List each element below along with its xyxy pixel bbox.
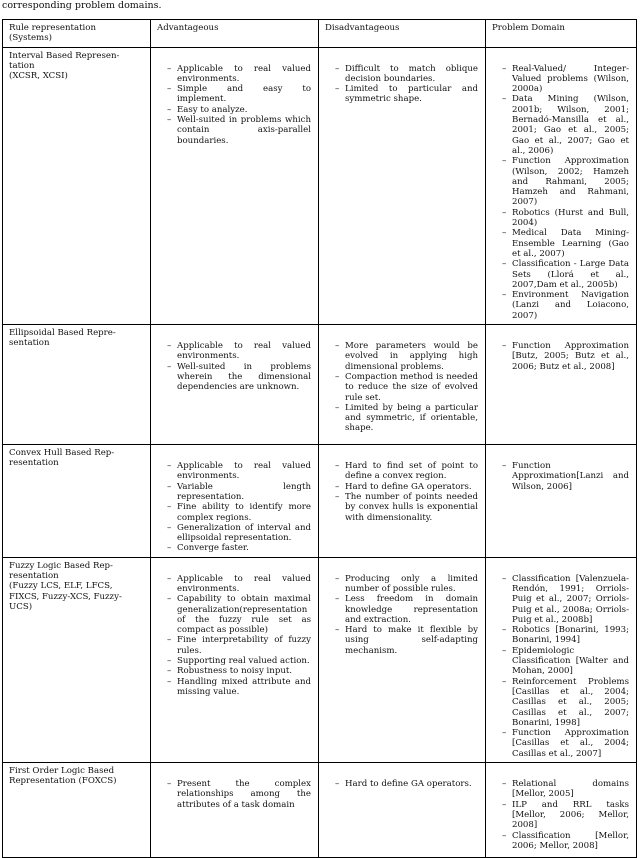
disadvantage-list bbox=[325, 561, 478, 656]
advantage-item: – Present the complex relationships among the attributes of a task domain bbox=[167, 779, 311, 810]
disadvantage-list bbox=[325, 51, 478, 105]
advantage-item: – Applicable to real valued environments. bbox=[167, 341, 311, 362]
problem-domain-list bbox=[492, 328, 629, 372]
advantage-item: – Supporting real valued action. bbox=[167, 656, 311, 666]
problem-domain-item: – Classification [Valenzuela-Rendón, 1991; Orriols-Puig et al., 2007; Orriols-Puig et al., 2008a; Orriols-Puig et al., 2008b] bbox=[502, 574, 629, 625]
disadvantage-item: – More parameters would be evolved in applying high dimensional problems. bbox=[335, 341, 478, 372]
disadvantage-item: – Hard to define GA operators. bbox=[335, 779, 478, 789]
advantage-list bbox=[157, 561, 311, 698]
disadvantage-list bbox=[325, 766, 478, 789]
problem-domain-item: – Data Mining (Wilson, 2001b; Wilson, 2001; Bernadó-Mansilla et al., 2001; Gao et al., 2005; Gao et al., 2007; Gao et al., 2006) bbox=[502, 94, 629, 156]
advantage-item: – Applicable to real valued environments. bbox=[167, 64, 311, 85]
advantage-item: – Converge faster. bbox=[167, 543, 311, 553]
problem-domain-item: – Medical Data Mining-Ensemble Learning (Gao et al., 2007) bbox=[502, 228, 629, 259]
disadvantage-cell bbox=[319, 445, 486, 558]
advantage-list bbox=[157, 328, 311, 392]
disadvantage-cell bbox=[319, 557, 486, 762]
disadvantage-item: – The number of points needed by convex hulls is exponential with dimensionality. bbox=[335, 492, 478, 523]
disadvantage-item: – Limited by being a particular and symmetric, if orientable, shape. bbox=[335, 403, 478, 434]
problem-domain-cell bbox=[486, 47, 637, 324]
header-disadvantageous: Disadvantageous bbox=[319, 20, 486, 48]
rule-representation-table bbox=[2, 19, 637, 858]
advantage-item: – Well-suited in problems which contain axis-parallel boundaries. bbox=[167, 115, 311, 146]
advantage-item: – Easy to analyze. bbox=[167, 105, 311, 115]
disadvantage-item: – Hard to define GA operators. bbox=[335, 482, 478, 492]
problem-domain-item: – Real-Valued/ Integer-Valued problems (Wilson, 2000a) bbox=[502, 64, 629, 95]
problem-domain-list bbox=[492, 448, 629, 492]
table-caption: corresponding problem domains. bbox=[2, 0, 162, 11]
problem-domain-item: – ILP and RRL tasks [Mellor, 2006; Mellor, 2008] bbox=[502, 800, 629, 831]
system-cell: Fuzzy Logic Based Rep- resentation (Fuzzy LCS, ELF, LFCS, FIXCS, Fuzzy-XCS, Fuzzy-UCS) bbox=[3, 557, 151, 762]
problem-domain-item: – Relational domains [Mellor, 2005] bbox=[502, 779, 629, 800]
advantage-cell bbox=[151, 763, 319, 858]
disadvantage-item: – Hard to find set of point to define a convex region. bbox=[335, 461, 478, 482]
problem-domain-item: – Robotics [Bonarini, 1993; Bonarini, 1994] bbox=[502, 625, 629, 646]
disadvantage-list bbox=[325, 328, 478, 434]
system-cell: Convex Hull Based Rep- resentation bbox=[3, 445, 151, 558]
problem-domain-item: – Function Approximation[Lanzi and Wilson, 2006] bbox=[502, 461, 629, 492]
disadvantage-cell bbox=[319, 763, 486, 858]
advantage-item: – Handling mixed attribute and missing value. bbox=[167, 677, 311, 698]
problem-domain-item: – Reinforcement Problems [Casillas et al., 2004; Casillas et al., 2005; Casillas et al., 2007; Bonarini, 1998] bbox=[502, 677, 629, 728]
problem-domain-item: – Function Approximation [Butz, 2005; Butz et al., 2006; Butz et al., 2008] bbox=[502, 341, 629, 372]
header-rule-representation: Rule representation (Systems) bbox=[3, 20, 151, 48]
header-row bbox=[3, 20, 637, 48]
advantage-item: – Generalization of interval and ellipsoidal representation. bbox=[167, 523, 311, 544]
header-problem-domain: Problem Domain bbox=[486, 20, 637, 48]
table-row bbox=[3, 763, 637, 858]
disadvantage-item: – Limited to particular and symmetric shape. bbox=[335, 84, 478, 105]
problem-domain-cell bbox=[486, 557, 637, 762]
disadvantage-item: – Difficult to match oblique decision boundaries. bbox=[335, 64, 478, 85]
problem-domain-cell bbox=[486, 763, 637, 858]
table-row bbox=[3, 445, 637, 558]
disadvantage-cell bbox=[319, 325, 486, 445]
problem-domain-item: – Classification [Mellor, 2006; Mellor, 2008] bbox=[502, 831, 629, 852]
advantage-item: – Fine ability to identify more complex regions. bbox=[167, 502, 311, 523]
table-row bbox=[3, 325, 637, 445]
disadvantage-cell bbox=[319, 47, 486, 324]
advantage-list bbox=[157, 51, 311, 146]
problem-domain-item: – Robotics (Hurst and Bull, 2004) bbox=[502, 208, 629, 229]
advantage-item: – Applicable to real valued environments. bbox=[167, 574, 311, 595]
system-cell: Interval Based Represen- tation (XCSR, XCSI) bbox=[3, 47, 151, 324]
disadvantage-item: – Hard to make it flexible by using self-adapting mechanism. bbox=[335, 625, 478, 656]
problem-domain-item: – Epidemiologic Classification [Walter and Mohan, 2000] bbox=[502, 646, 629, 677]
advantage-item: – Well-suited in problems wherein the dimensional dependencies are unknown. bbox=[167, 362, 311, 393]
advantage-item: – Fine interpretability of fuzzy rules. bbox=[167, 635, 311, 656]
problem-domain-cell bbox=[486, 325, 637, 445]
system-cell: Ellipsoidal Based Repre- sentation bbox=[3, 325, 151, 445]
advantage-list bbox=[157, 766, 311, 810]
disadvantage-item: – Less freedom in domain knowledge representation and extraction. bbox=[335, 594, 478, 625]
problem-domain-list bbox=[492, 766, 629, 851]
table-row bbox=[3, 47, 637, 324]
advantage-item: – Robustness to noisy input. bbox=[167, 666, 311, 676]
problem-domain-item: – Environment Navigation (Lanzi and Loiacono, 2007) bbox=[502, 290, 629, 321]
advantage-cell bbox=[151, 47, 319, 324]
disadvantage-item: – Producing only a limited number of possible rules. bbox=[335, 574, 478, 595]
system-cell: First Order Logic Based Representation (FOXCS) bbox=[3, 763, 151, 858]
problem-domain-item: – Function Approximation [Casillas et al., 2004; Casillas et al., 2007] bbox=[502, 728, 629, 759]
advantage-cell bbox=[151, 557, 319, 762]
advantage-list bbox=[157, 448, 311, 554]
advantage-item: – Variable length representation. bbox=[167, 482, 311, 503]
problem-domain-list bbox=[492, 51, 629, 321]
problem-domain-cell bbox=[486, 445, 637, 558]
advantage-item: – Applicable to real valued environments. bbox=[167, 461, 311, 482]
problem-domain-list bbox=[492, 561, 629, 759]
table-row bbox=[3, 557, 637, 762]
header-advantageous: Advantageous bbox=[151, 20, 319, 48]
advantage-cell bbox=[151, 445, 319, 558]
problem-domain-item: – Classification - Large Data Sets (Llorá et al., 2007,Dam et al., 2005b) bbox=[502, 259, 629, 290]
advantage-item: – Capability to obtain maximal generalization(representation of the fuzzy rule set as compact as possible) bbox=[167, 594, 311, 635]
advantage-item: – Simple and easy to implement. bbox=[167, 84, 311, 105]
advantage-cell bbox=[151, 325, 319, 445]
disadvantage-list bbox=[325, 448, 478, 523]
disadvantage-item: – Compaction method is needed to reduce the size of evolved rule set. bbox=[335, 372, 478, 403]
problem-domain-item: – Function Approximation (Wilson, 2002; Hamzeh and Rahmani, 2005; Hamzeh and Rahmani, 2007) bbox=[502, 156, 629, 207]
